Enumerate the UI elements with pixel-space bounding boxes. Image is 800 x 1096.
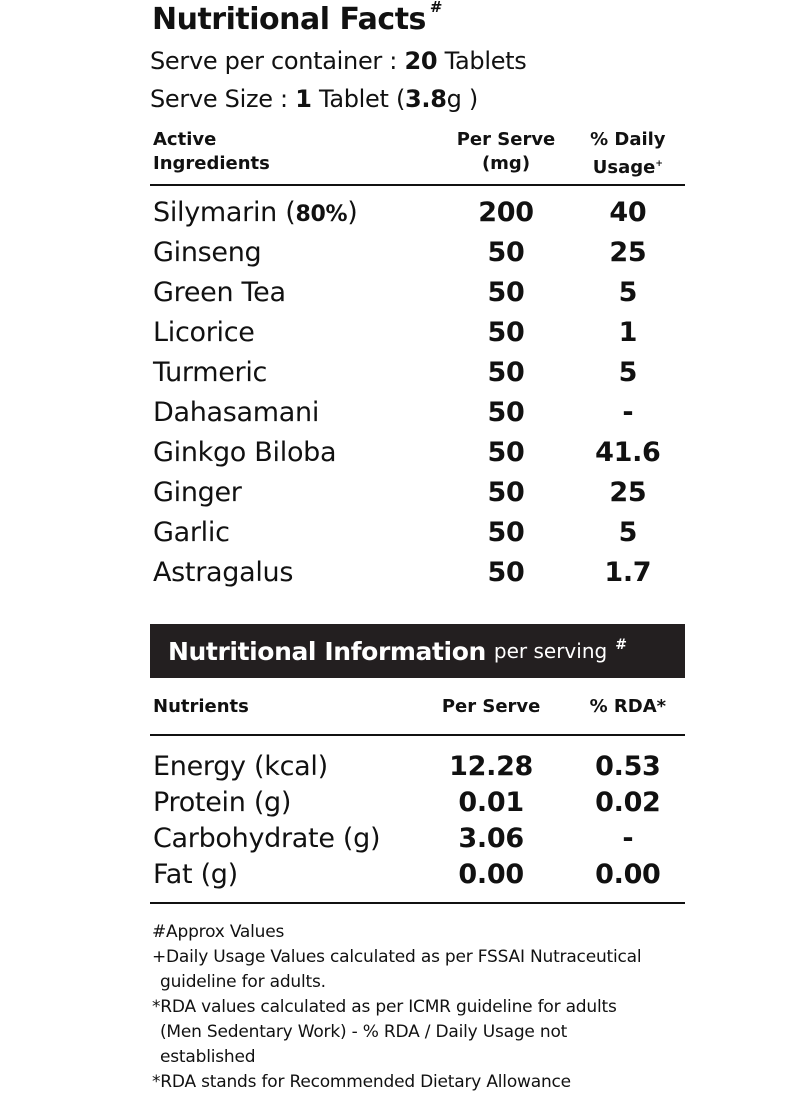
footnote-rda: *RDA values calculated as per ICMR guideline for adults	[152, 997, 617, 1017]
serve-per-container: Serve per container : 20 Tablets	[150, 47, 527, 75]
ingredient-daily-usage: 5	[618, 516, 638, 548]
ingredient-per-serve: 50	[487, 236, 525, 268]
table-row	[150, 392, 685, 432]
footnote-rda-definition: *RDA stands for Recommended Dietary Allowance	[152, 1072, 571, 1092]
info-title-mark: #	[615, 637, 627, 653]
nutrient-name: Fat (g)	[153, 858, 238, 890]
footnote-daily-usage-cont: guideline for adults.	[160, 972, 326, 992]
facts-title-mark: #	[429, 0, 442, 16]
nutrient-name: Carbohydrate (g)	[153, 822, 381, 854]
table-row	[150, 512, 685, 552]
table-row	[150, 472, 685, 512]
table-row	[150, 352, 685, 392]
ingredient-daily-usage: 1	[618, 316, 638, 348]
ingredient-per-serve: 50	[487, 436, 525, 468]
nutrient-rda: 0.02	[595, 786, 661, 818]
serve-size: Serve Size : 1 Tablet (3.8g )	[150, 85, 478, 113]
header-per-serve-mg: Per Serve (mg)	[456, 129, 556, 174]
header-per-serve: Per Serve	[441, 695, 541, 717]
ingredient-name: Garlic	[153, 516, 230, 548]
nutrient-per-serve: 0.00	[458, 858, 524, 890]
info-table-header	[150, 678, 685, 736]
ingredient-per-serve: 200	[478, 196, 534, 228]
table-row	[150, 272, 685, 312]
footnote-approx: #Approx Values	[152, 922, 285, 942]
ingredient-daily-usage: 25	[609, 476, 647, 508]
facts-table-body	[150, 186, 685, 592]
ingredient-per-serve: 50	[487, 476, 525, 508]
ingredient-name: Ginger	[153, 476, 242, 508]
header-nutrients: Nutrients	[153, 695, 249, 717]
footnote-daily-usage: +Daily Usage Values calculated as per FSSAI Nutraceutical	[152, 947, 642, 967]
ingredient-name: Ginkgo Biloba	[153, 436, 337, 468]
ingredient-daily-usage: 5	[618, 356, 638, 388]
table-row	[150, 432, 685, 472]
table-row	[150, 784, 685, 820]
ingredient-name: Turmeric	[153, 356, 268, 388]
ingredient-per-serve: 50	[487, 396, 525, 428]
nutrient-rda: 0.00	[595, 858, 661, 890]
header-daily-usage: % Daily Usage+	[590, 129, 666, 178]
ingredient-name: Astragalus	[153, 556, 294, 588]
table-row	[150, 820, 685, 856]
ingredient-daily-usage: 25	[609, 236, 647, 268]
table-row	[150, 312, 685, 352]
table-row	[150, 552, 685, 592]
ingredient-name: Silymarin (80%)	[153, 196, 358, 228]
ingredient-daily-usage: -	[622, 396, 634, 428]
info-table-bottom-rule	[150, 892, 685, 904]
nutrient-per-serve: 0.01	[458, 786, 524, 818]
ingredient-name: Licorice	[153, 316, 255, 348]
info-title: Nutritional Information	[168, 636, 486, 666]
nutrient-per-serve: 3.06	[458, 822, 524, 854]
nutrient-name: Energy (kcal)	[153, 750, 328, 782]
ingredient-daily-usage: 5	[618, 276, 638, 308]
ingredient-per-serve: 50	[487, 276, 525, 308]
nutrition-label	[150, 0, 685, 1095]
nutrient-name: Protein (g)	[153, 786, 292, 818]
table-row	[150, 192, 685, 232]
ingredient-daily-usage: 1.7	[604, 556, 652, 588]
table-row	[150, 748, 685, 784]
footnote-rda-cont-2: established	[160, 1047, 256, 1067]
ingredient-per-serve: 50	[487, 516, 525, 548]
header-active-ingredients: Active Ingredients	[153, 129, 270, 174]
facts-title: Nutritional Facts #	[152, 0, 442, 37]
ingredient-per-serve: 50	[487, 556, 525, 588]
ingredient-name: Green Tea	[153, 276, 286, 308]
ingredient-per-serve: 50	[487, 356, 525, 388]
footnotes	[150, 920, 690, 1095]
info-subtitle: per serving	[493, 639, 608, 663]
ingredient-daily-usage: 41.6	[595, 436, 661, 468]
nutrient-rda: 0.53	[595, 750, 661, 782]
header-rda: % RDA*	[589, 695, 667, 717]
ingredient-name: Dahasamani	[153, 396, 320, 428]
ingredient-per-serve: 50	[487, 316, 525, 348]
ingredient-daily-usage: 40	[609, 196, 647, 228]
ingredient-name: Ginseng	[153, 236, 262, 268]
footnote-rda-cont: (Men Sedentary Work) - % RDA / Daily Usage not	[160, 1022, 568, 1042]
table-row	[150, 232, 685, 272]
table-row	[150, 856, 685, 892]
nutritional-information-bar	[150, 624, 685, 678]
info-table-body	[150, 736, 685, 892]
nutrient-rda: -	[622, 822, 634, 854]
facts-table-header	[150, 118, 685, 186]
nutrient-per-serve: 12.28	[449, 750, 534, 782]
facts-title-row	[150, 0, 685, 42]
